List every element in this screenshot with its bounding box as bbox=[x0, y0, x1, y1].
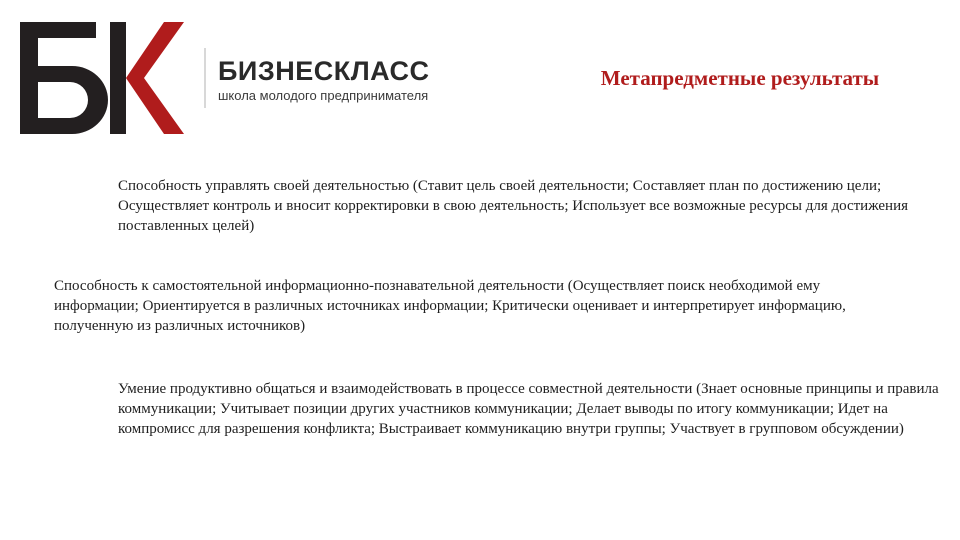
bk-logo-icon bbox=[18, 18, 186, 138]
result-paragraph-2: Способность к самостоятельной информационно-познавательной деятельности (Осуществляет поиск необходимой ему информации; Ориентируется в различных источниках информации; Критически оценивает и интерпретирует информацию, полученную из различных источников) bbox=[54, 278, 846, 334]
logo-letter-k-stem bbox=[110, 22, 126, 134]
logo-letter-k-arms bbox=[126, 22, 184, 134]
brand-block bbox=[218, 56, 429, 104]
result-paragraph-3: Умение продуктивно общаться и взаимодействовать в процессе совместной деятельности (Знает основные принципы и правила коммуникации; Учитывает позиции других участников коммуникации; Делает выводы по итогу коммуникации; Идет на компромисс для разрешения конфликта; Выстраивает коммуникацию внутри группы; Участвует в групповом обсуждении) bbox=[118, 381, 939, 437]
logo-letter-b bbox=[20, 22, 108, 134]
brand-tagline: школа молодого предпринимателя bbox=[218, 88, 429, 103]
result-paragraph-1: Способность управлять своей деятельностью (Ставит цель своей деятельности; Составляет план по достижению цели; Осуществляет контроль и вносит корректировки в свою деятельность; Использует все возможные ресурсы для достижения поставленных целей) bbox=[118, 178, 908, 234]
slide-title: Метапредметные результаты bbox=[600, 66, 880, 90]
logo-divider bbox=[204, 48, 206, 108]
brand-name: БИЗНЕСКЛАСС bbox=[218, 56, 430, 86]
